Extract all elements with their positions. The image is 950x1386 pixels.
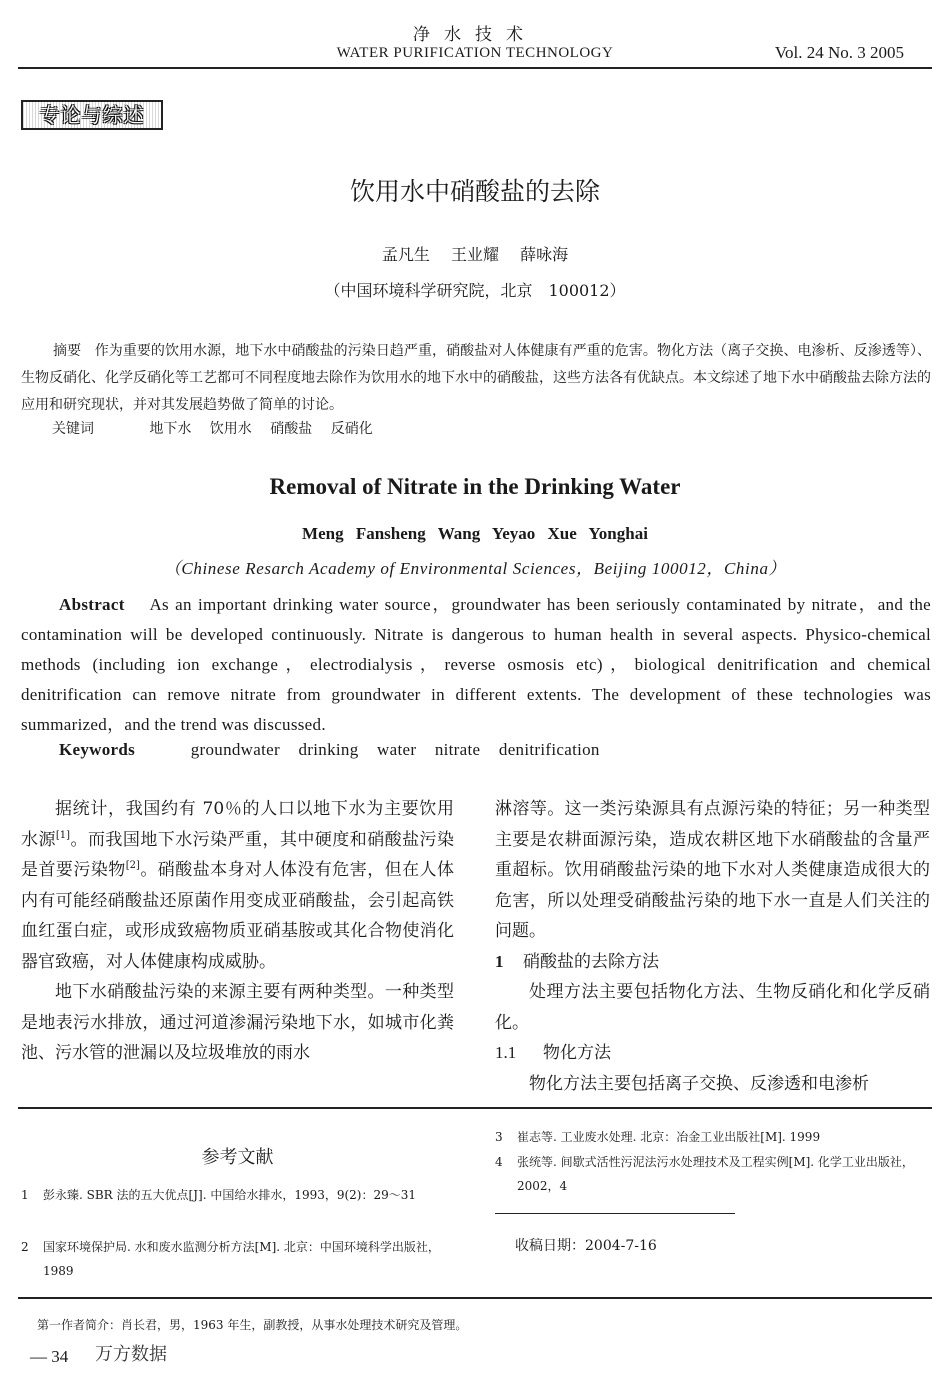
footer-rule	[18, 1297, 932, 1299]
authors-en: Meng Fansheng Wang Yeyao Xue Yonghai	[302, 524, 648, 543]
body-text: 。而我国地下水污染严重，其中硬度和硝酸盐污染是首要污染物	[21, 829, 455, 880]
journal-title-en: WATER PURIFICATION TECHNOLOGY	[336, 45, 614, 61]
reference-item	[21, 1235, 457, 1283]
citation-2: [2]	[125, 860, 140, 871]
abstract-en-label: Abstract	[59, 595, 125, 614]
reference-number: 2	[21, 1240, 29, 1254]
body-paragraph-3: 淋溶等。这一类污染源具有点源污染的特征；另一种类型主要是农耕面源污染，造成农耕区地下水硝酸盐的含量严重超标。饮用硝酸盐污染的地下水对人类健康造成很大的危害，所以处理受硝酸盐污染的地下水一直是人们关注的问题。	[495, 799, 930, 941]
received-rule	[495, 1213, 735, 1214]
watermark: 万方数据	[95, 1344, 167, 1365]
section-heading-1-1	[495, 1038, 930, 1069]
received-date: 收稿日期：2004-7-16	[515, 1238, 657, 1254]
reference-number: 3	[495, 1130, 503, 1144]
body-paragraph-5: 物化方法主要包括离子交换、反渗透和电渗析	[529, 1073, 869, 1094]
keywords-en-text: groundwater drinking water nitrate denitrification	[190, 740, 600, 759]
article-title-en: Removal of Nitrate in the Drinking Water	[269, 474, 681, 499]
affiliation-en: （Chinese Resarch Academy of Environmental Sciences，Beijing 100012，China）	[163, 559, 787, 578]
section-number: 1	[495, 951, 504, 971]
keywords-en-label: Keywords	[59, 740, 136, 759]
subsection-heading-text: 物化方法	[543, 1043, 611, 1063]
abstract-en	[21, 590, 931, 740]
header-rule	[18, 67, 932, 69]
keywords-cn-text: 地下水 饮用水 硝酸盐 反硝化	[149, 421, 373, 437]
keywords-cn	[52, 418, 373, 438]
body-text: 据统计，我国约有 70％的人口以地下水为主要饮用水源	[21, 799, 454, 850]
affiliation-cn: （中国环境科学研究院，北京 100012）	[324, 281, 626, 300]
reference-number: 4	[495, 1155, 503, 1169]
body-column-right	[495, 794, 930, 1099]
journal-title-cn: 净水技术	[413, 25, 537, 45]
abstract-cn	[21, 338, 931, 419]
reference-item	[495, 1150, 931, 1198]
body-paragraph-4: 处理方法主要包括物化方法、生物反硝化和化学反硝化。	[495, 982, 930, 1033]
reference-text: 国家环境保护局. 水和废水监测分析方法[M]. 北京：中国环境科学出版社，1989	[43, 1240, 440, 1278]
body-paragraph-2: 地下水硝酸盐污染的来源主要有两种类型。一种类型是地表污水排放，通过河道渗漏污染地下水，如城市化粪池、污水管的泄漏以及垃圾堆放的雨水	[21, 982, 454, 1063]
keywords-cn-label: 关键词	[52, 421, 94, 437]
references-rule	[18, 1107, 932, 1109]
authors-cn: 孟凡生 王业耀 薛咏海	[381, 245, 569, 264]
citation-1: [1]	[55, 829, 71, 841]
section-tag: 专论与综述	[21, 100, 163, 130]
reference-text: 彭永臻. SBR 法的五大优点[J]. 中国给水排水，1993，9(2)：29～31	[43, 1188, 417, 1202]
reference-item	[21, 1183, 457, 1207]
abstract-en-text: As an important drinking water source，groundwater has been seriously contaminated by nitrate，and the contamination will be developed continuously. Nitrate is dangerous to human health in several aspects. Physico-chemical methods (including ion exchange，electrodialysis，reverse osmosis etc)，biological denitrification and chemical denitrification can remove nitrate from groundwater in different extents. The development of these technologies was summarized，and the trend was discussed.	[21, 595, 932, 734]
page-number: — 34	[30, 1347, 69, 1366]
reference-item	[495, 1125, 931, 1149]
body-column-left	[21, 794, 454, 1069]
references-title: 参考文献	[201, 1147, 274, 1168]
body-text: 。硝酸盐本身对人体没有危害，但在人体内有可能经硝酸盐还原菌作用变成亚硝酸盐，会引起高铁血红蛋白症，或形成致癌物质亚硝基胺或其化合物使消化器官致癌，对人体健康构成威胁。	[21, 860, 455, 972]
keywords-en	[59, 740, 600, 760]
reference-text: 张统等. 间歇式活性污泥法污水处理技术及工程实例[M]. 化学工业出版社，2002，4	[517, 1155, 914, 1193]
reference-text: 崔志等. 工业废水处理. 北京：冶金工业出版社[M]. 1999	[517, 1130, 821, 1144]
abstract-cn-label: 摘要	[53, 343, 82, 359]
section-heading-1	[495, 947, 930, 978]
author-note: 第一作者简介：肖长君，男，1963 年生，副教授，从事水处理技术研究及管理。	[37, 1318, 468, 1332]
reference-number: 1	[21, 1188, 29, 1202]
subsection-number: 1.1	[495, 1043, 517, 1062]
body-paragraph-1	[21, 794, 454, 977]
volume-info: Vol. 24 No. 3 2005	[774, 43, 904, 62]
abstract-cn-text: 作为重要的饮用水源，地下水中硝酸盐的污染日趋严重，硝酸盐对人体健康有严重的危害。物化方法（离子交换、电渗析、反渗透等）、生物反硝化、化学反硝化等工艺都可不同程度地去除作为饮用水的地下水中的硝酸盐，这些方法各有优缺点。本文综述了地下水中硝酸盐去除方法的应用和研究现状，并对其发展趋势做了简单的讨论。	[21, 343, 932, 413]
section-heading-text: 硝酸盐的去除方法	[523, 951, 659, 972]
article-title-cn: 饮用水中硝酸盐的去除	[349, 177, 600, 206]
